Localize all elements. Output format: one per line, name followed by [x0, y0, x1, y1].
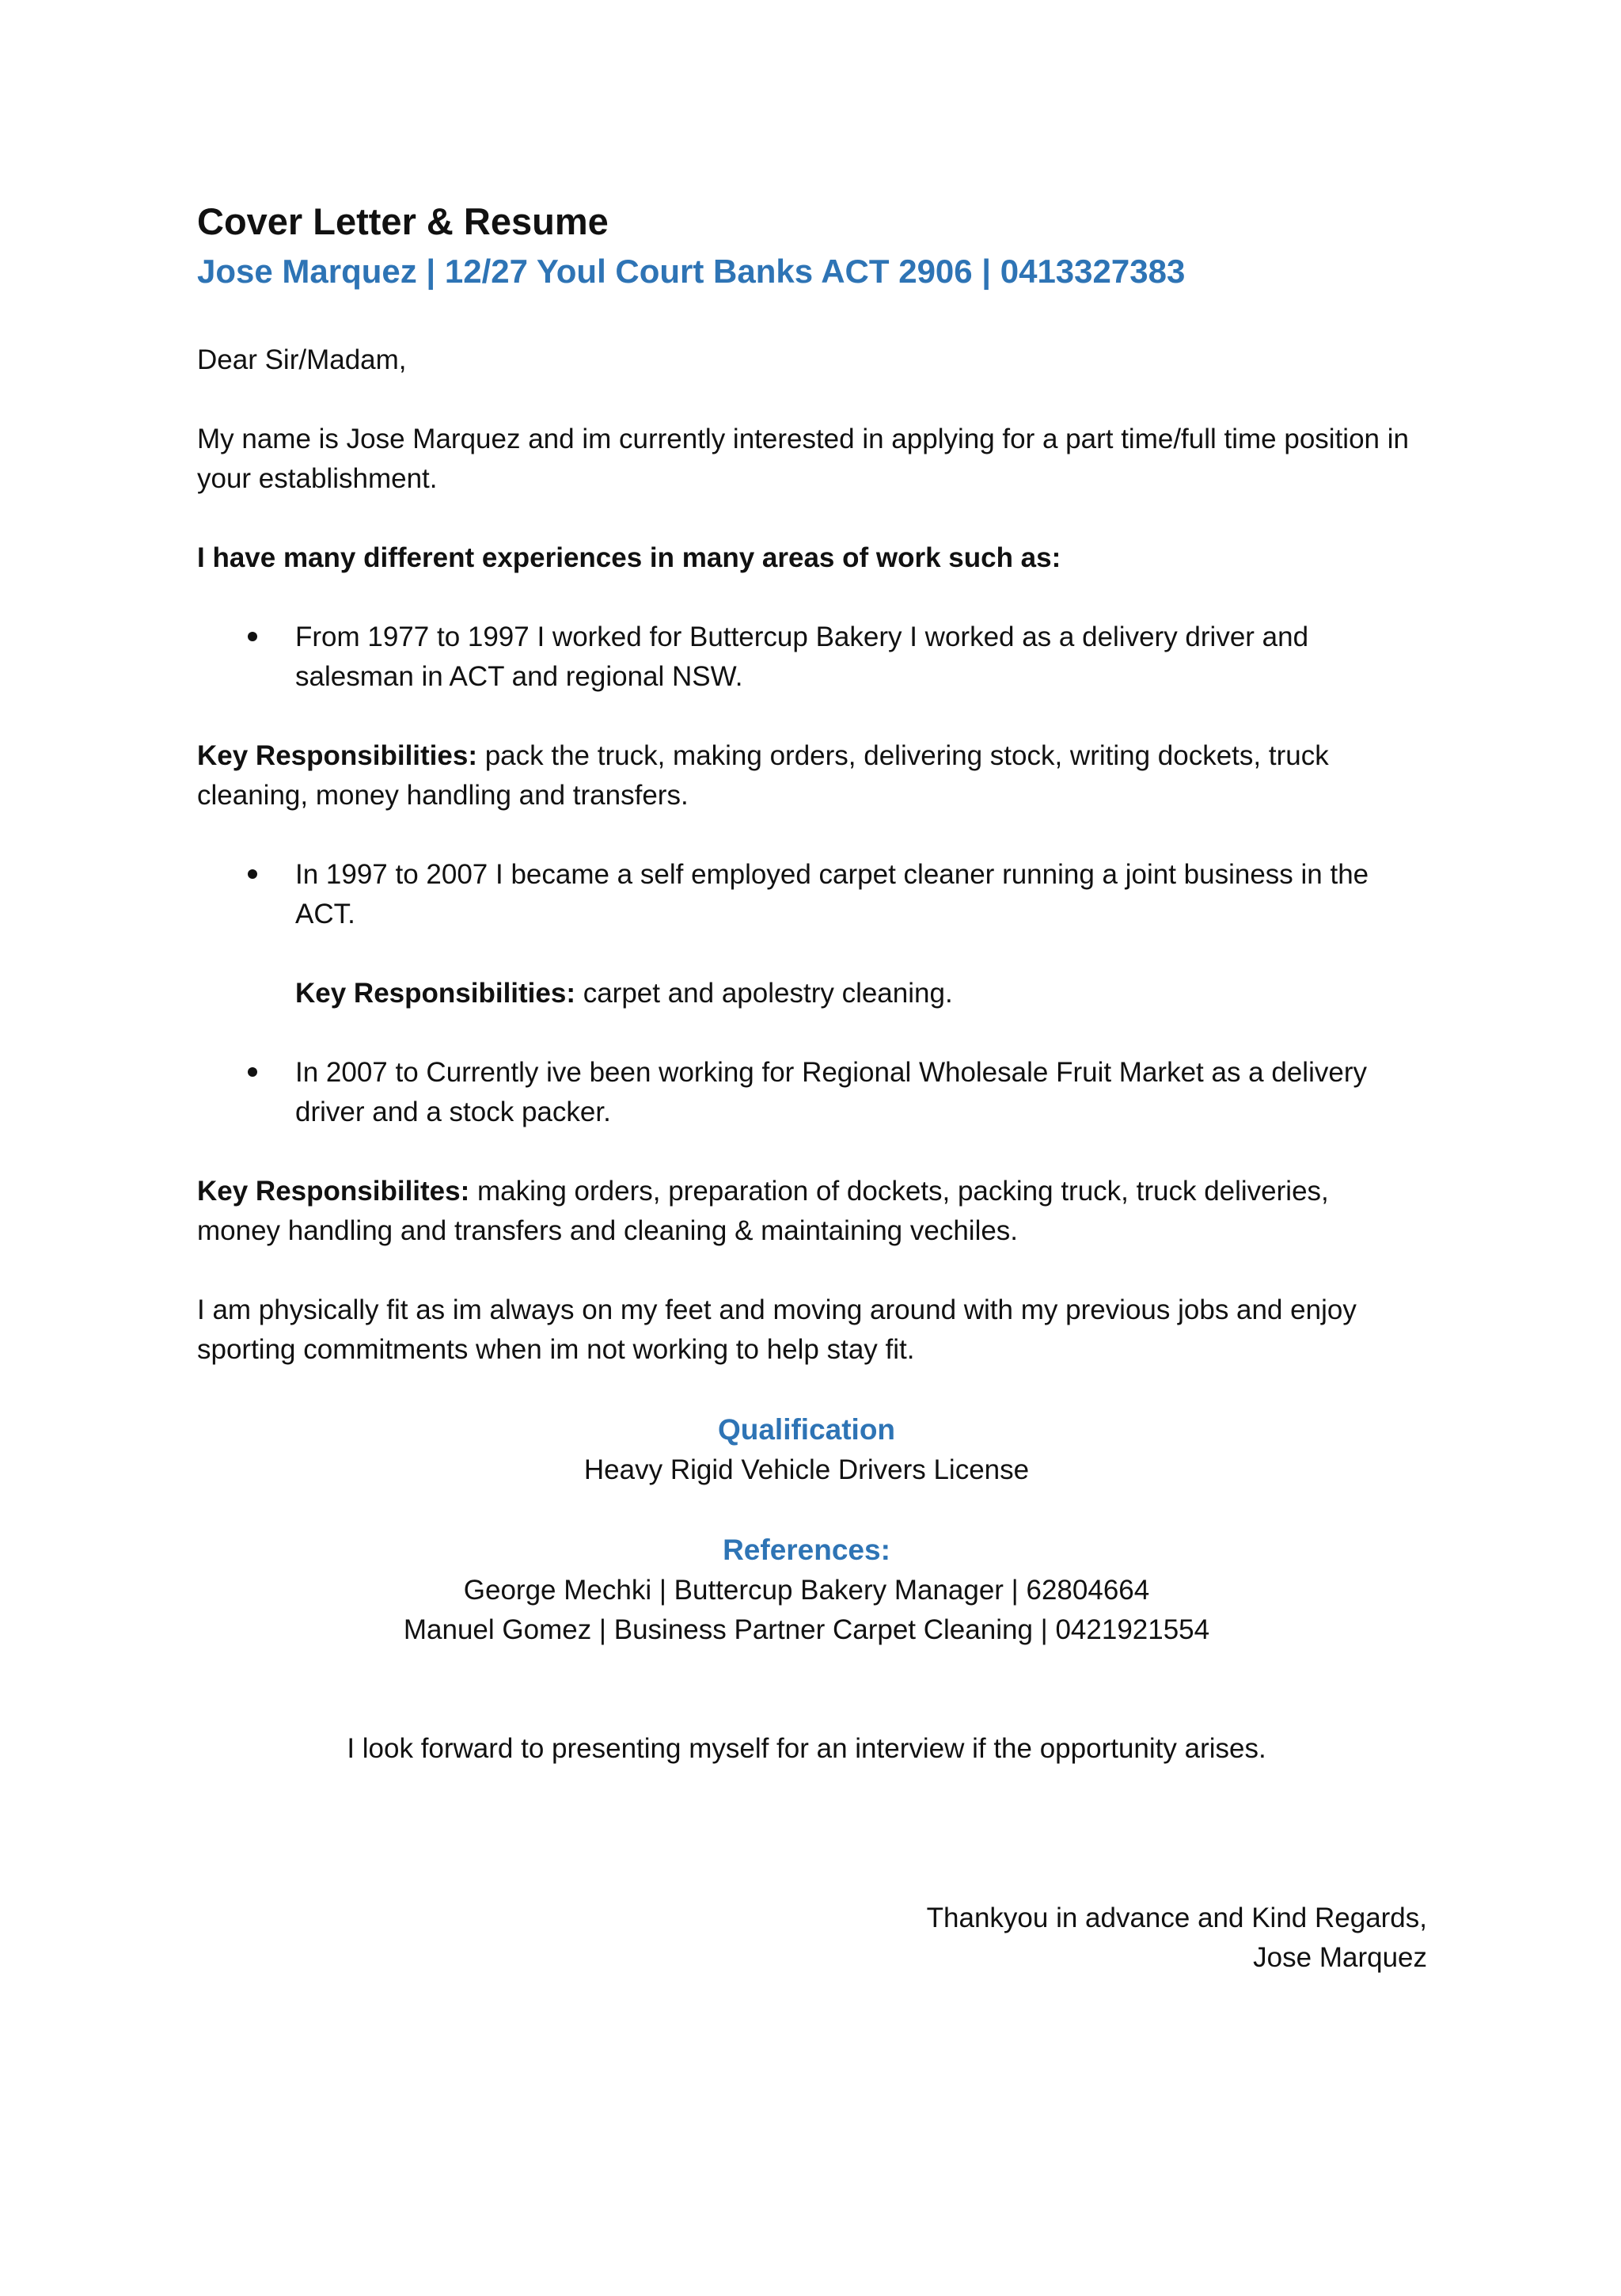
- job-bullet-2: [197, 855, 1416, 934]
- job-description: In 2007 to Currently ive been working for Regional Wholesale Fruit Market as a delivery driver and a stock packer.: [295, 1057, 1367, 1127]
- signoff-line: Thankyou in advance and Kind Regards,: [926, 1903, 1427, 1933]
- job-bullet-1: [197, 618, 1416, 697]
- closing-line: I look forward to presenting myself for an interview if the opportunity arises.: [347, 1733, 1266, 1764]
- qualification-heading: Qualification: [717, 1413, 896, 1446]
- references-section: [197, 1530, 1416, 1650]
- bullet-icon: [248, 869, 257, 879]
- responsibilities-text: pack the truck, making orders, delivering stock, writing dockets, truck cleaning, money handling and transfers.: [197, 740, 1329, 811]
- responsibilities-3: [197, 1172, 1416, 1251]
- contact-line: Jose Marquez | 12/27 Youl Court Banks ACT 2906 | 0413327383: [197, 253, 1186, 290]
- responsibilities-label: Key Responsibilities:: [197, 740, 477, 771]
- responsibilities-1: [197, 736, 1416, 815]
- bullet-icon: [248, 1067, 257, 1077]
- qualification-text: Heavy Rigid Vehicle Drivers License: [583, 1454, 1030, 1485]
- responsibilities-label: Key Responsibilities:: [295, 978, 575, 1009]
- reference-item-2: Manuel Gomez | Business Partner Carpet Cleaning | 0421921554: [403, 1614, 1210, 1645]
- greeting: Dear Sir/Madam,: [197, 344, 407, 375]
- responsibilities-label: Key Responsibilites:: [197, 1176, 470, 1207]
- signoff-block: [197, 1899, 1427, 1978]
- responsibilities-text: making orders, preparation of dockets, packing truck, truck deliveries, money handling and transfers and cleaning & maintaining vechiles.: [197, 1176, 1329, 1246]
- responsibilities-text: carpet and apolestry cleaning.: [575, 978, 953, 1009]
- letter-content: [197, 196, 1416, 1769]
- bullet-icon: [248, 632, 257, 641]
- experience-heading: I have many different experiences in many areas of work such as:: [197, 542, 1061, 573]
- job-description: From 1977 to 1997 I worked for Buttercup Bakery I worked as a delivery driver and salesman in ACT and regional NSW.: [295, 622, 1309, 692]
- reference-item-1: George Mechki | Buttercup Bakery Manager | 62804664: [463, 1575, 1150, 1606]
- qualification-section: [197, 1409, 1416, 1490]
- document-title: Cover Letter & Resume: [197, 200, 609, 242]
- intro-paragraph: My name is Jose Marquez and im currently interested in applying for a part time/full time position in your establishment.: [197, 424, 1409, 494]
- responsibilities-2: [197, 974, 1416, 1013]
- references-heading: References:: [723, 1534, 890, 1566]
- job-bullet-3: [197, 1053, 1416, 1132]
- job-description: In 1997 to 2007 I became a self employed carpet cleaner running a joint business in the ACT.: [295, 859, 1369, 929]
- fitness-paragraph: I am physically fit as im always on my feet and moving around with my previous jobs and enjoy sporting commitments when im not working to help stay fit.: [197, 1294, 1357, 1365]
- signature-name: Jose Marquez: [1253, 1942, 1427, 1973]
